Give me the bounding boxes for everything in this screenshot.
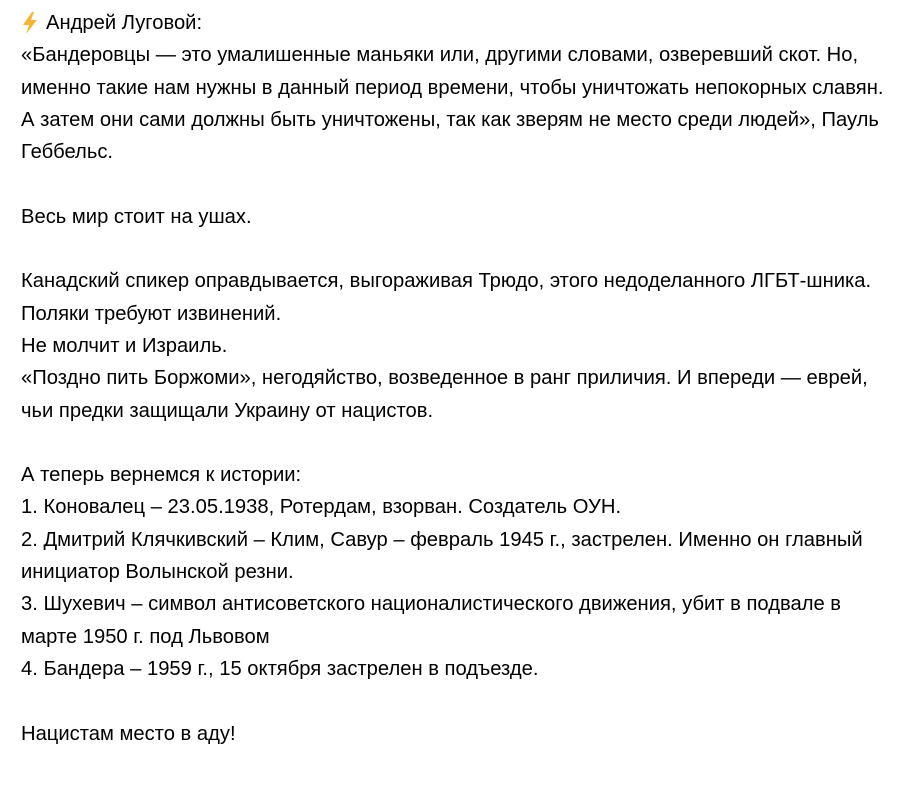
goebbels-quote: «Бандеровцы — это умалишенные маньяки или, другими словами, озверевший скот. Но, именно такие нам нужны в данный период времени, чтобы уничтожать непокорных славян. А затем они сами должны быть уничтожены, так как зверям не место среди людей», Пауль Геббельс. [21, 44, 884, 164]
author-line [21, 7, 896, 39]
history-item-4: 4. Бандера – 1959 г., 15 октября застрелен в подъезде. [21, 657, 539, 680]
closing-line: Нацистам место в аду! [21, 722, 236, 745]
israel-line: Не молчит и Израиль. [21, 334, 228, 357]
history-item-3: 3. Шухевич – символ антисоветского националистического движения, убит в подвале в марте 1950 г. под Львовом [21, 593, 842, 648]
borjomi-line: «Поздно пить Боржоми», негодяйство, возведенное в ранг приличия. И впереди — еврей, чьи предки защищали Украину от нацистов. [21, 367, 868, 422]
spacer [21, 427, 896, 459]
history-intro: А теперь вернемся к истории: [21, 464, 302, 487]
post-body [21, 7, 896, 750]
lightning-icon [20, 11, 40, 35]
history-item-1: 1. Коновалец – 23.05.1938, Ротердам, взорван. Создатель ОУН. [21, 496, 622, 519]
history-item-2: 2. Дмитрий Клячкивский – Клим, Савур – февраль 1945 г., застрелен. Именно он главный инициатор Волынской резни. [21, 528, 863, 584]
spacer [21, 233, 896, 265]
spacer [21, 685, 896, 717]
canada-line: Канадский спикер оправдывается, выгораживая Трюдо, этого недоделанного ЛГБТ-шника. [21, 270, 872, 293]
world-line: Весь мир стоит на ушах. [21, 205, 252, 228]
author-name: Андрей Луговой: [46, 12, 203, 34]
poles-line: Поляки требуют извинений. [21, 302, 282, 325]
spacer [21, 168, 896, 200]
